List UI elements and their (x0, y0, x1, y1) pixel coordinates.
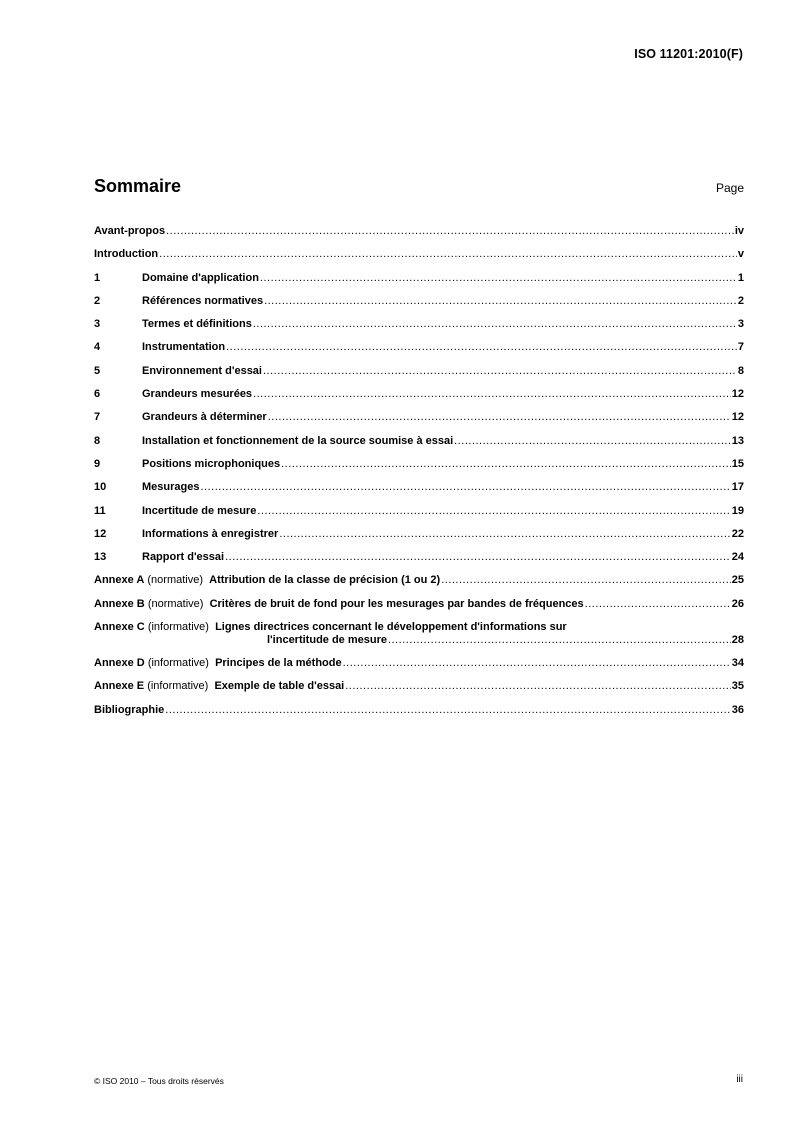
toc-entry-page: 1 (737, 271, 744, 284)
toc-entry-title: Attribution de la classe de précision (1 ou 2) (209, 574, 441, 587)
toc-entry-page: 19 (731, 504, 744, 517)
toc-entry-page: 17 (731, 481, 744, 494)
leader-dots (253, 318, 737, 331)
toc-entry-title: Bibliographie (94, 703, 165, 716)
annex-label: Annexe A (94, 574, 145, 587)
toc-entry-title: Grandeurs à déterminer (142, 411, 267, 424)
toc-entry-title: Mesurages (142, 481, 200, 494)
toc-entry-clause-7[interactable] (94, 411, 744, 434)
toc-entry-annex-c[interactable] (94, 621, 744, 657)
toc-entry-title: Références normatives (142, 294, 264, 307)
toc-entry-title: Domaine d'application (142, 271, 259, 284)
toc-entry-page: 34 (731, 657, 744, 670)
leader-dots (281, 458, 731, 471)
toc-entry-page: 24 (731, 551, 744, 564)
leader-dots (343, 657, 731, 670)
toc-entry-annex-a[interactable] (94, 574, 744, 597)
toc-entry-page: 22 (731, 527, 744, 540)
leader-dots (345, 680, 731, 693)
toc-entry-introduction[interactable] (94, 248, 744, 271)
toc-entry-title: Incertitude de mesure (142, 504, 257, 517)
leader-dots (166, 225, 734, 238)
copyright-notice: © ISO 2010 – Tous droits réservés (94, 1076, 224, 1086)
toc-entry-annex-d[interactable] (94, 657, 744, 680)
toc-entry-page: 36 (731, 703, 744, 716)
leader-dots (263, 365, 737, 378)
leader-dots (388, 634, 731, 647)
toc-entry-title: Informations à enregistrer (142, 527, 279, 540)
toc-entry-title: Termes et définitions (142, 318, 252, 331)
toc-entry-title: Installation et fonctionnement de la source soumise à essai (142, 434, 454, 447)
toc-entry-page: 8 (737, 364, 744, 377)
toc-entry-number: 3 (94, 318, 101, 331)
leader-dots (225, 551, 731, 564)
leader-dots (165, 704, 730, 717)
leader-dots (226, 341, 737, 354)
toc-entry-number: 2 (94, 294, 101, 307)
annex-kind: (normative) (147, 574, 204, 587)
table-of-contents (94, 225, 744, 727)
toc-entry-clause-2[interactable] (94, 295, 744, 318)
annex-kind: (normative) (147, 597, 204, 610)
toc-entry-title: Grandeurs mesurées (142, 388, 253, 401)
page-number: iii (736, 1074, 743, 1085)
leader-dots (279, 528, 730, 541)
toc-title: Sommaire (94, 176, 182, 196)
toc-entry-bibliographie[interactable] (94, 704, 744, 727)
toc-entry-clause-1[interactable] (94, 272, 744, 295)
annex-kind: (informative) (147, 657, 209, 670)
toc-entry-title: Rapport d'essai (142, 551, 225, 564)
toc-entry-annex-e[interactable] (94, 680, 744, 703)
toc-entry-title-continued: l'incertitude de mesure (267, 634, 387, 647)
annex-label: Annexe C (94, 621, 145, 634)
toc-entry-page: 3 (737, 318, 744, 331)
toc-entry-clause-3[interactable] (94, 318, 744, 341)
toc-entry-number: 11 (94, 504, 106, 517)
toc-entry-number: 1 (94, 271, 101, 284)
leader-dots (585, 598, 731, 611)
toc-entry-number: 8 (94, 434, 101, 447)
leader-dots (260, 272, 737, 285)
toc-entry-number: 6 (94, 388, 101, 401)
toc-entry-page: iv (734, 225, 744, 237)
toc-entry-title: Positions microphoniques (142, 457, 281, 470)
toc-entry-title: Exemple de table d'essai (214, 680, 345, 693)
annex-label: Annexe D (94, 657, 145, 670)
toc-entry-title: Avant-propos (94, 225, 166, 237)
toc-entry-page: 26 (731, 597, 744, 610)
toc-entry-annex-b[interactable] (94, 598, 744, 621)
toc-entry-page: 35 (731, 680, 744, 693)
leader-dots (454, 435, 731, 448)
leader-dots (159, 248, 737, 261)
toc-entry-title: Lignes directrices concernant le développement d'informations sur (215, 621, 567, 634)
toc-entry-title: Critères de bruit de fond pour les mesurages par bandes de fréquences (209, 597, 584, 610)
annex-label: Annexe E (94, 680, 145, 693)
toc-entry-page: 15 (731, 457, 744, 470)
leader-dots (257, 505, 730, 518)
leader-dots (441, 574, 731, 587)
leader-dots (200, 481, 730, 494)
toc-header (94, 176, 744, 197)
leader-dots (268, 411, 731, 424)
toc-entry-number: 13 (94, 551, 107, 564)
toc-entry-page: 25 (731, 574, 744, 587)
toc-entry-clause-11[interactable] (94, 505, 744, 528)
toc-entry-clause-4[interactable] (94, 341, 744, 364)
toc-entry-clause-9[interactable] (94, 458, 744, 481)
toc-entry-page: 2 (737, 294, 744, 307)
toc-entry-number: 9 (94, 457, 101, 470)
toc-entry-number: 12 (94, 527, 107, 540)
toc-entry-clause-8[interactable] (94, 435, 744, 458)
toc-entry-number: 4 (94, 341, 101, 354)
toc-entry-title: Instrumentation (142, 341, 226, 354)
toc-entry-number: 10 (94, 481, 107, 494)
toc-entry-page: 13 (731, 434, 744, 447)
leader-dots (253, 388, 731, 401)
annex-kind: (informative) (147, 680, 209, 693)
page-column-label: Page (715, 181, 744, 195)
toc-entry-title: Introduction (94, 248, 159, 261)
toc-entry-title: Principes de la méthode (215, 657, 342, 670)
toc-entry-avant-propos[interactable] (94, 225, 744, 248)
toc-entry-page: 12 (731, 411, 744, 424)
toc-entry-clause-10[interactable] (94, 481, 744, 504)
toc-entry-page: 28 (731, 634, 744, 647)
toc-entry-number: 5 (94, 364, 101, 377)
annex-label: Annexe B (94, 597, 145, 610)
toc-entry-clause-12[interactable] (94, 528, 744, 551)
toc-entry-clause-6[interactable] (94, 388, 744, 411)
toc-entry-page: 12 (731, 388, 744, 401)
toc-entry-page: v (737, 248, 744, 261)
document-reference: ISO 11201:2010(F) (634, 47, 743, 61)
annex-kind: (informative) (147, 621, 209, 634)
toc-entry-title: Environnement d'essai (142, 364, 262, 377)
toc-entry-page: 7 (737, 341, 744, 354)
toc-entry-clause-13[interactable] (94, 551, 744, 574)
toc-entry-number: 7 (94, 411, 101, 424)
leader-dots (264, 295, 737, 308)
toc-entry-clause-5[interactable] (94, 365, 744, 388)
